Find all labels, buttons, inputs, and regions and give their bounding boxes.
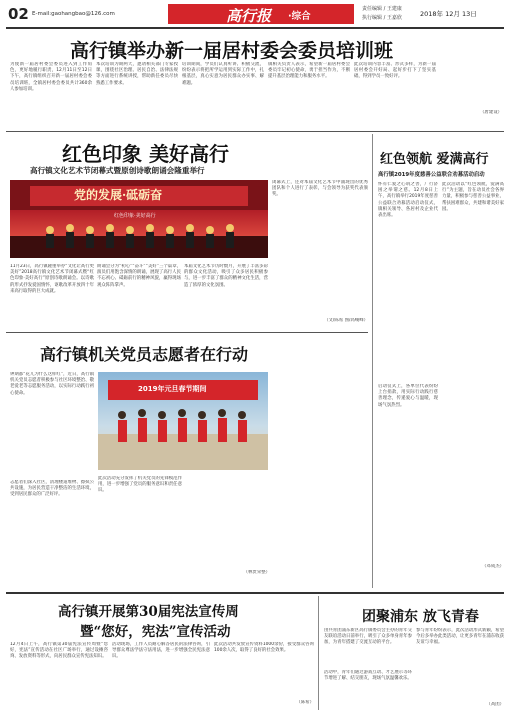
- article2-subtitle: 高行镇文化艺术节闭幕式暨原创诗歌朗诵会隆重举行: [30, 166, 205, 175]
- article6-col1: 由共青团浦东新区高行镇委员会主办的青年交友联谊活动日前举行，吸引了众多单身青年参加，为青年搭建了交流互动的平台。: [324, 628, 412, 646]
- article4-col3: 此次活动充分发挥了机关党员的先锋模范作用，进一步增强了党员的服务意识和责任意识。: [98, 476, 182, 494]
- executive-editor: 执行编辑 / 王嘉欣: [362, 15, 402, 21]
- page-header: [0, 0, 510, 30]
- section-label: ·综合: [288, 11, 311, 22]
- article2-col3: 本届文化艺术节历时数月，开展了丰富多彩的群众文化活动，吸引了众多居民积极参与，进一步丰富了群众的精神文化生活，营造了浓厚的文化氛围。: [184, 264, 268, 288]
- header-rule: [6, 27, 504, 29]
- article6-col2: 活动中，青年们通过游戏互动、才艺展示等环节增进了解、结交朋友，现场气氛温馨欢乐。: [324, 670, 412, 682]
- article2-byline: （文/陈希 图/高峻峰）: [324, 318, 368, 323]
- article4-title: 高行镇机关党员志愿者在行动: [40, 345, 249, 364]
- article5-col1: 12月4日上午，高行镇第30届宪法宣传周暨“您好，宪法”宣传活动在社区广场举行，通过设摊咨询、发放资料等形式，向居民群众宣传宪法知识。: [10, 642, 108, 660]
- issue-date: 2018年 12月 13日: [420, 10, 477, 18]
- article4-rule: [6, 332, 368, 333]
- article5-col3: 此次活动共发放宣传资料1000余份，接受群众咨询100余人次，取得了良好的社会效果。: [214, 642, 314, 654]
- volunteer-photo: [98, 372, 268, 470]
- article1-col4: 镇相关负责人表示，希望新一届居村委会委员牢记初心使命，勇于担当作为，不断提升基层治理能力和服务水平。: [268, 62, 350, 80]
- article3-title: 红色领航 爱满高行: [380, 152, 489, 167]
- article3-col2: 启动仪式上，各单位代表纷纷上台捐款，用实际行动践行慈善理念，传递爱心与温暖，现场气氛热烈。: [378, 384, 438, 408]
- photo-caption: 红色印象·美好高行: [114, 213, 156, 219]
- masthead-logo: 高行报: [226, 7, 272, 25]
- header-email: E-mail:gaohangbao@126.com: [32, 11, 115, 17]
- article5-title-line2: 暨“您好，宪法”宣传活动: [80, 624, 231, 640]
- article4-col2: 志愿者们深入社区，清理楼道堆物、擦拭公共设施，为居民营造干净整洁的生活环境，受到居民群众的广泛好评。: [10, 480, 94, 498]
- article1-title: 高行镇举办新一届居村委会委员培训班: [70, 40, 394, 62]
- article1-byline: （唐建设）: [480, 110, 502, 115]
- article5-col2: 活动现场，工作人员耐心解答居民的法律咨询，引导群众尊法学法守法用法，进一步增强全民宪法意识。: [112, 642, 210, 660]
- volunteer-banner-text: 2019年元旦春节期间: [138, 385, 207, 393]
- article1-col5: 此次培训内容丰富、形式多样，为新一届居村委会开好局、起好步打下了坚实基础，得到学员一致好评。: [354, 62, 436, 80]
- article2-col4: 闭幕式上，还对本届文化艺术节中涌现出的优秀团队和个人进行了表彰，与会领导为获奖代表颁奖。: [272, 180, 368, 198]
- stage-banner-text: 党的发展·砥砺奋: [74, 188, 163, 202]
- article2-col1: 11月23日，高行镇隆重举办“文化让高行更美好”2018高行镇文化艺术节闭幕式暨“红色印象·美好高行”原创诗歌朗诵会。以诗歌的形式抒发爱国情怀，讴歌改革开放四十年来高行取得的巨大成就。: [10, 264, 94, 294]
- stage-photo: [10, 180, 268, 258]
- article6-byline: （高团）: [486, 702, 504, 707]
- page-number: 02: [8, 5, 29, 23]
- article3-byline: （邓成杰）: [482, 564, 504, 569]
- article5-byline: （陈希）: [296, 700, 314, 705]
- bottom-column-rule: [318, 596, 319, 710]
- article6-title: 团聚浦东 放飞青春: [362, 609, 479, 625]
- article3-subtitle: 高行镇2019年度慈善公益联合劝募活动启动: [378, 172, 485, 178]
- bottom-rule: [6, 592, 504, 594]
- article3-col3: 此次活动以“红色领航，爱满高行”为主题，旨在动员社会各界力量，积极参与慈善公益事业，帮扶困难群众，共建和谐美好家园。: [442, 182, 504, 212]
- article3-col1: 怀有仁爱之心谓之善，广行济困之举谓之慈。12月8日上午，高行镇举行2019年度慈善公益联合劝募活动启动仪式，镇相关领导、各居村及企业代表出席。: [378, 182, 438, 219]
- article1-rule: [6, 131, 504, 132]
- article4-col1: 钟期都“花儿为什么这样红”，近日，高行镇机关党员志愿者积极参与社区环境整治、敬老爱老等志愿服务活动，以实际行动践行初心使命。: [10, 372, 94, 396]
- article2-title: 红色印象 美好高行: [62, 142, 229, 166]
- article6-col3: 参与青年纷纷表示，此次活动形式新颖，希望今后多举办此类活动，让更多青年在浦东收获友谊与幸福。: [416, 628, 504, 646]
- article1-col2: 本次培训为期两天，邀请相关部门专家授课，围绕社区治理、居民自治、法律法规等方面进行系统讲授，帮助新任委员尽快熟悉工作要求。: [96, 62, 178, 86]
- right-column-rule: [372, 134, 373, 588]
- editor-in-charge: 责任编辑 / 王建康: [362, 6, 402, 12]
- article1-col1: 为使新一届居村委会委员进入到工作角色，更好地履行职责，12月11日至12日下午，高行镇组织召开新一届居村委会委员培训班，全镇居村委会委员共计360余人参加培训。: [10, 62, 92, 92]
- article4-byline: （林贵荣整）: [243, 570, 270, 575]
- article1-col3: 培训期间，学员们认真听讲、积极交流，纷纷表示将把所学运用到实际工作中，扎根基层，真心实意为居民群众办实事、解难题。: [182, 62, 264, 86]
- article5-title-line1: 高行镇开展第30届宪法宣传周: [58, 604, 239, 620]
- article2-col2: 朗诵会分为“初心”“奋斗”“美好”三个篇章，演员们用饱含深情的朗诵，展现了高行人民不忘初心、砥砺前行的精神风貌，赢得现场观众阵阵掌声。: [97, 264, 181, 288]
